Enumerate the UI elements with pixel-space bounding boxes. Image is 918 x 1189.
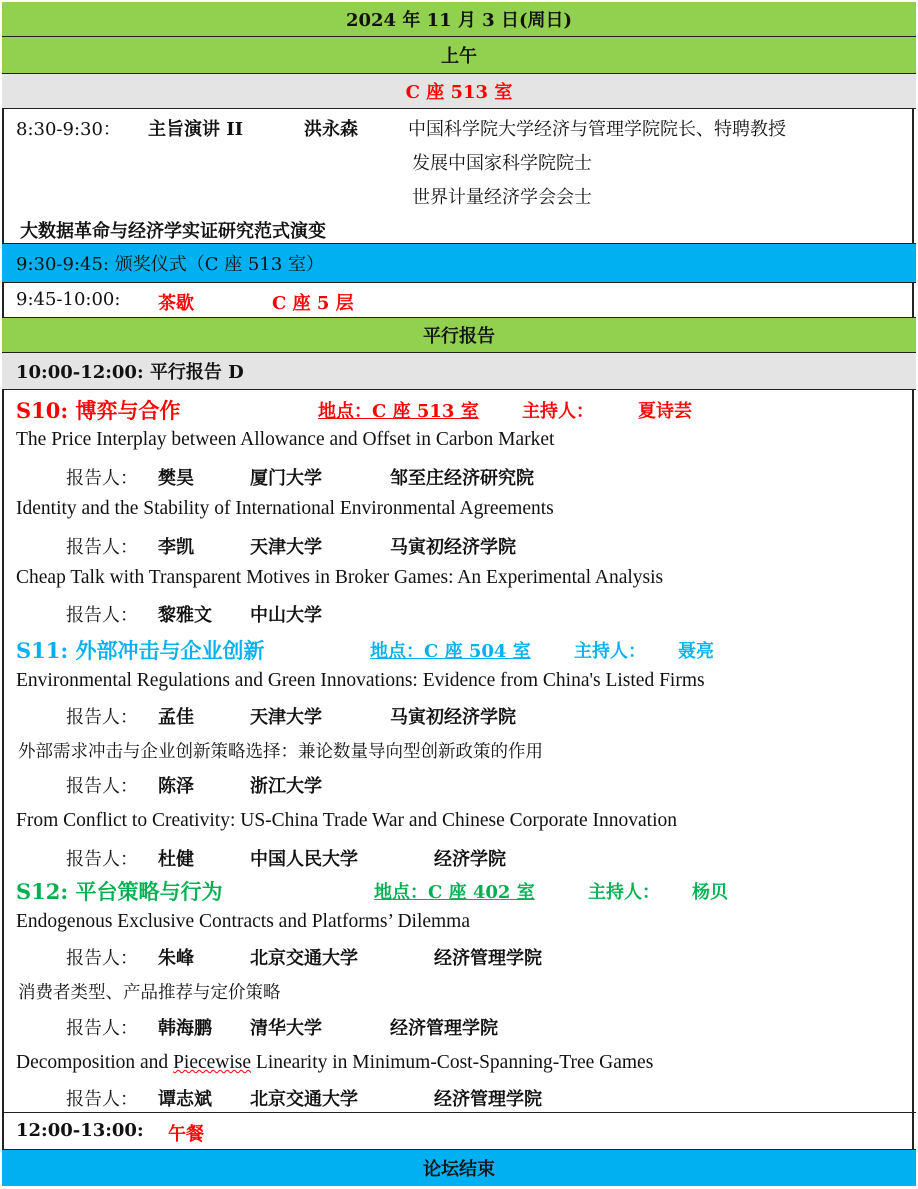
reporter-department: 经济管理学院 — [434, 948, 542, 969]
keynote-affiliation: 发展中国家科学院院士 — [412, 153, 592, 174]
parallel-label: 平行报告 — [423, 326, 495, 347]
paper-title-part: Piecewise — [173, 1052, 252, 1073]
reporter-name: 陈泽 — [158, 776, 194, 797]
award-row — [2, 244, 916, 283]
footer-label: 论坛结束 — [423, 1159, 495, 1180]
tea-time: 9:45-10:00: — [16, 289, 121, 310]
paper-title: Identity and the Stability of International Environmental Agreements — [16, 498, 554, 519]
reporter-department: 邹至庄经济研究院 — [390, 468, 534, 489]
reporter-label: 报告人： — [66, 707, 138, 728]
reporter-label: 报告人： — [66, 1018, 138, 1039]
reporter-label: 报告人： — [66, 605, 138, 626]
reporter-name: 谭志斌 — [158, 1089, 212, 1110]
keynote-block — [2, 109, 916, 244]
lunch-row — [2, 1113, 916, 1150]
parallel-d-text: 10:00-12:00: 平行报告 D — [16, 362, 244, 383]
keynote-affiliation: 世界计量经济学会会士 — [412, 187, 592, 208]
reporter-department: 马寅初经济学院 — [390, 707, 516, 728]
tea-label: 茶歇 — [158, 293, 194, 314]
room-label: C 座 513 室 — [405, 82, 513, 103]
reporter-university: 清华大学 — [250, 1018, 322, 1039]
award-text: 9:30-9:45: 颁奖仪式（C 座 513 室） — [16, 254, 325, 275]
keynote-title: 主旨演讲 II — [148, 119, 244, 140]
keynote-topic: 大数据革命与经济学实证研究范式演变 — [20, 221, 326, 242]
session-location: 地点：C 座 402 室 — [374, 882, 535, 903]
reporter-label: 报告人： — [66, 948, 138, 969]
reporter-department: 经济管理学院 — [390, 1018, 498, 1039]
paper-title-part: Decomposition and — [16, 1052, 174, 1073]
paper-title: Cheap Talk with Transparent Motives in Broker Games: An Experimental Analysis — [16, 567, 664, 588]
paper-title: The Price Interplay between Allowance and Offset in Carbon Market — [16, 429, 555, 450]
reporter-name: 杜健 — [158, 849, 194, 870]
keynote-affiliation: 中国科学院大学经济与管理学院院长、特聘教授 — [408, 119, 786, 140]
session-location: 地点：C 座 513 室 — [318, 401, 479, 422]
reporter-label: 报告人： — [66, 537, 138, 558]
reporter-name: 李凯 — [158, 537, 194, 558]
session-host: 聂亮 — [678, 641, 714, 662]
session-host-label: 主持人： — [588, 882, 660, 903]
sessions-block — [2, 390, 916, 1113]
date-header — [2, 2, 916, 37]
reporter-name: 樊昊 — [158, 468, 194, 489]
tea-place: C 座 5 层 — [272, 293, 354, 314]
session-host: 杨贝 — [692, 882, 728, 903]
reporter-name: 黎雅文 — [158, 605, 212, 626]
session-title: S10: 博弈与合作 — [16, 398, 181, 423]
reporter-name: 孟佳 — [158, 707, 194, 728]
reporter-label: 报告人： — [66, 776, 138, 797]
reporter-department: 经济管理学院 — [434, 1089, 542, 1110]
reporter-department: 马寅初经济学院 — [390, 537, 516, 558]
session-host: 夏诗芸 — [638, 401, 692, 422]
paper-title-part: Linearity in Minimum-Cost-Spanning-Tree Games — [251, 1052, 654, 1073]
session-location: 地点：C 座 504 室 — [370, 641, 531, 662]
paper-title: Environmental Regulations and Green Innovations: Evidence from China's Listed Firms — [16, 670, 705, 691]
session-host-label: 主持人： — [522, 401, 594, 422]
parallel-d-row — [2, 353, 916, 390]
session-title: S11: 外部冲击与企业创新 — [16, 638, 265, 663]
parallel-header — [2, 318, 916, 353]
paper-title — [16, 1052, 653, 1074]
reporter-university: 浙江大学 — [250, 776, 322, 797]
lunch-label: 午餐 — [168, 1124, 204, 1145]
date-text: 2024 年 11 月 3 日(周日) — [345, 10, 573, 31]
room-header — [2, 74, 916, 109]
morning-header — [2, 37, 916, 74]
reporter-university: 天津大学 — [250, 537, 322, 558]
tea-row — [2, 283, 916, 318]
paper-title: Endogenous Exclusive Contracts and Platforms’ Dilemma — [16, 911, 471, 932]
reporter-university: 中山大学 — [250, 605, 322, 626]
reporter-university: 厦门大学 — [250, 468, 322, 489]
footer-row — [2, 1150, 916, 1186]
reporter-university: 北京交通大学 — [250, 1089, 358, 1110]
morning-label: 上午 — [441, 46, 477, 67]
reporter-name: 朱峰 — [158, 948, 194, 969]
reporter-name: 韩海鹏 — [158, 1018, 212, 1039]
reporter-label: 报告人： — [66, 849, 138, 870]
reporter-university: 北京交通大学 — [250, 948, 358, 969]
reporter-department: 经济学院 — [434, 849, 506, 870]
paper-title: 外部需求冲击与企业创新策略选择：兼论数量导向型创新政策的作用 — [18, 742, 543, 762]
paper-title: From Conflict to Creativity: US-China Trade War and Chinese Corporate Innovation — [16, 810, 677, 831]
session-title: S12: 平台策略与行为 — [16, 879, 223, 904]
session-host-label: 主持人： — [574, 641, 646, 662]
keynote-speaker: 洪永森 — [304, 119, 358, 140]
reporter-university: 中国人民大学 — [250, 849, 358, 870]
reporter-university: 天津大学 — [250, 707, 322, 728]
reporter-label: 报告人： — [66, 1089, 138, 1110]
paper-title: 消费者类型、产品推荐与定价策略 — [18, 983, 281, 1003]
lunch-time: 12:00-13:00: — [16, 1120, 144, 1141]
keynote-time: 8:30-9:30： — [16, 119, 121, 140]
reporter-label: 报告人： — [66, 468, 138, 489]
